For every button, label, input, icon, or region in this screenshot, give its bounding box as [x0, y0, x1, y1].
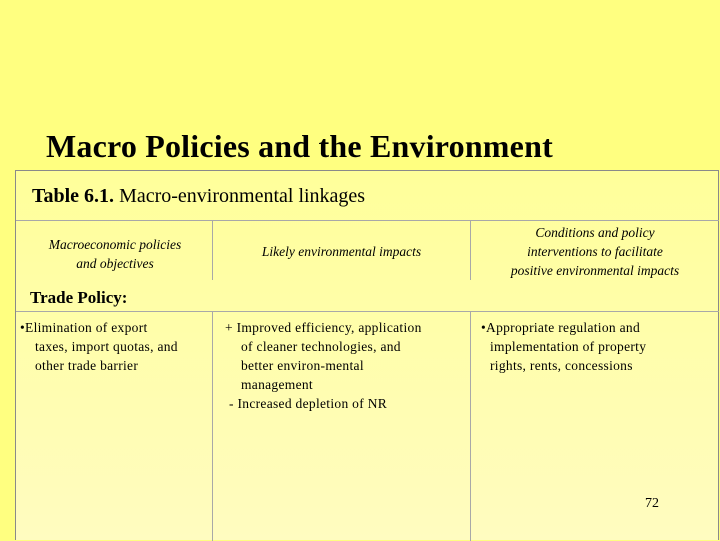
cell-line: taxes, import quotas, and — [35, 339, 178, 354]
column-header-impacts — [213, 242, 470, 261]
cell-line: - Increased depletion of NR — [229, 396, 388, 411]
cell-line: rights, rents, concessions — [490, 358, 633, 373]
cell-impacts — [225, 318, 422, 413]
slide-title: Macro Policies and the Environment — [46, 128, 553, 164]
column-header-line: Likely environmental impacts — [261, 244, 422, 259]
column-header-policies — [18, 235, 212, 273]
cell-line: •Appropriate regulation and — [481, 320, 641, 335]
column-header-line: positive environmental impacts — [510, 263, 680, 278]
column-divider-2-body — [470, 311, 471, 541]
page-number: 72 — [645, 496, 659, 511]
caption-divider — [16, 220, 719, 221]
linkages-table — [15, 170, 719, 540]
cell-policies — [20, 318, 178, 375]
cell-line: other trade barrier — [35, 358, 139, 373]
cell-line: of cleaner technologies, and — [241, 339, 401, 354]
header-divider — [16, 311, 719, 312]
column-header-line: and objectives — [76, 256, 154, 271]
column-header-line: Conditions and policy — [535, 225, 655, 240]
section-label-trade-policy: Trade Policy: — [30, 288, 128, 307]
cell-line: better environ-mental — [241, 358, 364, 373]
column-header-conditions — [471, 223, 719, 280]
column-header-line: Macroeconomic policies — [48, 237, 182, 252]
cell-line: implementation of property — [490, 339, 647, 354]
cell-conditions — [481, 318, 646, 375]
cell-line: + Improved efficiency, application — [225, 320, 422, 335]
table-caption-number: Table 6.1. — [32, 185, 115, 207]
table-caption — [32, 185, 365, 208]
cell-line: management — [241, 377, 313, 392]
table-caption-text: Macro-environmental linkages — [114, 185, 366, 207]
column-header-line: interventions to facilitate — [527, 244, 663, 259]
cell-line: •Elimination of export — [20, 320, 148, 335]
column-divider-1-body — [212, 311, 213, 541]
